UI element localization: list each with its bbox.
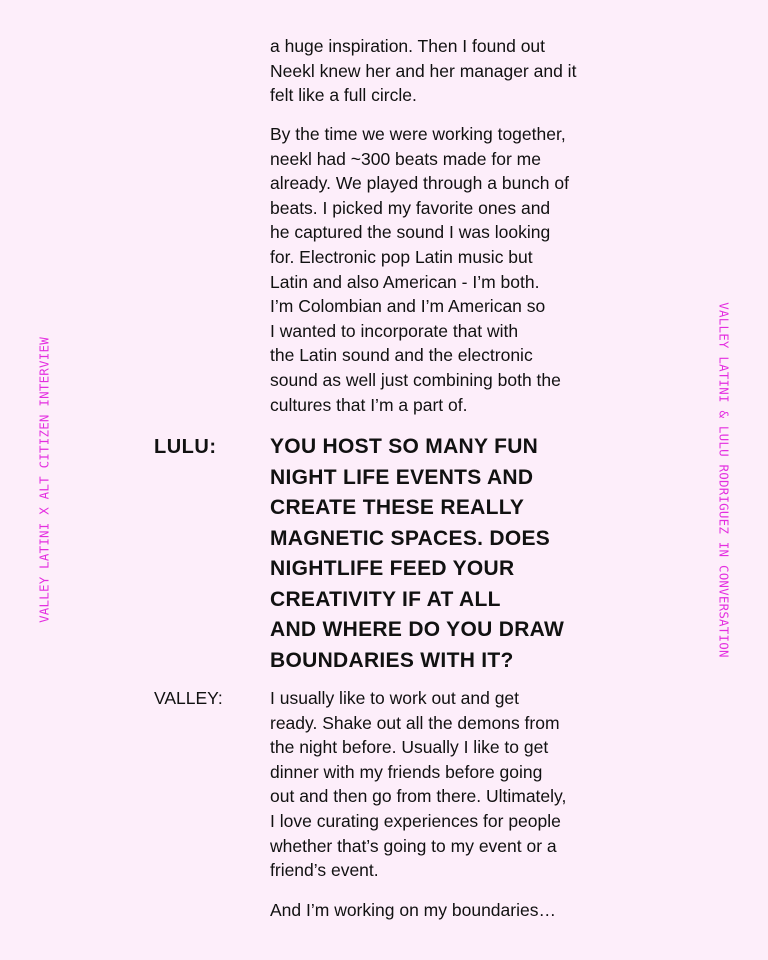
paragraph-continued: a huge inspiration. Then I found out Neekl knew her and her manager and it felt like a full circle. <box>270 36 577 106</box>
answer-paragraph: I usually like to work out and get ready. Shake out all the demons from the night before. Usually I like to get dinner with my friends before going out and then go from there. Ultimately, I love curating experiences for people whether that’s going to my event or a friend’s event. <box>270 688 567 881</box>
question-speaker: LULU: <box>154 436 217 458</box>
sidebar-right-text: VALLEY LATINI & LULU RODRIGUEZ IN CONVERSATION <box>716 302 732 658</box>
question-text: YOU HOST SO MANY FUN NIGHT LIFE EVENTS AND CREATE THESE REALLY MAGNETIC SPACES. DOES NIGHTLIFE FEED YOUR CREATIVITY IF AT ALL AND WHERE DO YOU DRAW BOUNDARIES WITH IT? <box>270 435 565 672</box>
sidebar-left-text: VALLEY LATINI X ALT CITIZEN INTERVIEW <box>36 337 52 623</box>
answer-speaker: VALLEY: <box>154 688 223 708</box>
paragraph-beats: By the time we were working together, neekl had ~300 beats made for me already. We played through a bunch of beats. I picked my favorite ones and he captured the sound I was looking for. Electronic pop Latin music but Latin and also American - I’m both. I’m Colombian and I’m American so I wanted to incorporate that with the Latin sound and the electronic sound as well just combining both the cultures that I’m a part of. <box>270 124 569 415</box>
answer-closing: And I’m working on my boundaries… <box>270 900 556 920</box>
